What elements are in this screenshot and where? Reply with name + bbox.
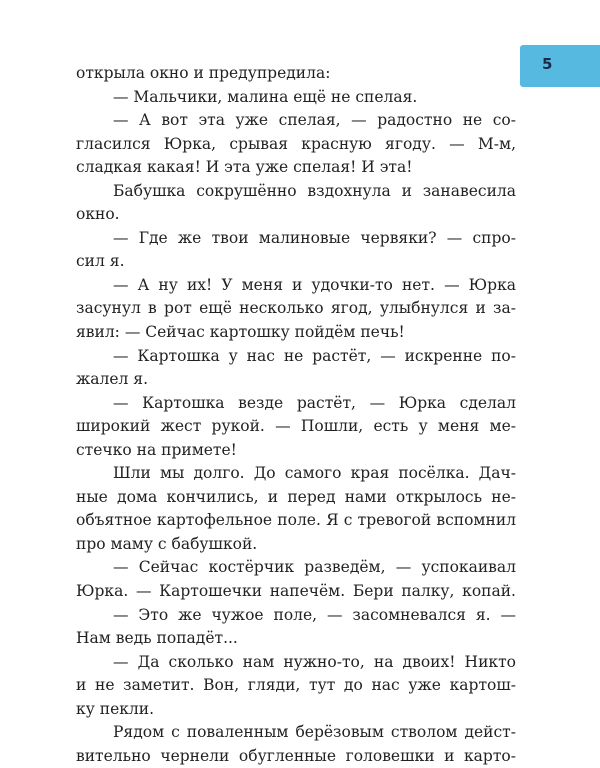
text-line: гласился Юрка, срывая красную ягоду. — М-м, <box>76 134 516 153</box>
text-line: — Да сколько нам нужно-то, на двоих! Никто <box>113 652 516 671</box>
page-number: 5 <box>542 55 553 73</box>
text-line: сладкая какая! И эта уже спелая! И эта! <box>76 158 413 177</box>
text-line: Бабушка сокрушённо вздохнула и занавесила <box>113 181 516 200</box>
text-line: — Сейчас костёрчик разведём, — успокаивал <box>113 558 516 577</box>
text-line: открыла окно и предупредила: <box>76 64 331 82</box>
text-line: — Мальчики, малина ещё не спелая. <box>113 87 418 106</box>
text-line: — Картошка везде растёт, — Юрка сделал <box>113 393 516 412</box>
text-line: ку пекли. <box>76 699 155 718</box>
text-line: — Картошка у нас не растёт, — искренне по- <box>113 346 516 365</box>
text-line: окно. <box>76 205 120 224</box>
text-line: жалел я. <box>76 370 148 389</box>
text-line: — Где же твои малиновые червяки? — спро- <box>113 228 516 247</box>
text-line: — Это же чужое поле, — засомневался я. — <box>113 605 516 624</box>
text-line: засунул в рот ещё несколько ягод, улыбнулся и за- <box>76 299 516 318</box>
text-line: ные дома кончились, и перед нами открылось не- <box>76 487 516 506</box>
text-line: Нам ведь попадёт... <box>76 629 238 648</box>
text-line: Рядом с поваленным берёзовым стволом дейст- <box>113 723 516 742</box>
text-line: стечко на примете! <box>76 440 237 459</box>
text-line: — А ну их! У меня и удочки-то нет. — Юрка <box>113 275 516 294</box>
page-number-tab <box>520 45 600 87</box>
book-text <box>76 62 516 768</box>
text-line: Шли мы долго. До самого края посёлка. Дач- <box>113 464 516 483</box>
text-line: Юрка. — Картошечки напечём. Бери палку, копай. <box>76 582 516 601</box>
text-line: — А вот эта уже спелая, — радостно не со- <box>113 111 516 130</box>
text-line: объятное картофельное поле. Я с тревогой вспомнил <box>76 511 516 530</box>
text-line: и не заметит. Вон, гляди, тут до нас уже картош- <box>76 676 516 695</box>
text-line: широкий жест рукой. — Пошли, есть у меня ме- <box>76 417 516 436</box>
text-line: про маму с бабушкой. <box>76 534 258 553</box>
text-line: сил я. <box>76 252 125 271</box>
text-line: явил: — Сейчас картошку пойдём печь! <box>76 323 405 342</box>
text-line: вительно чернели обугленные головешки и карто- <box>76 746 516 765</box>
